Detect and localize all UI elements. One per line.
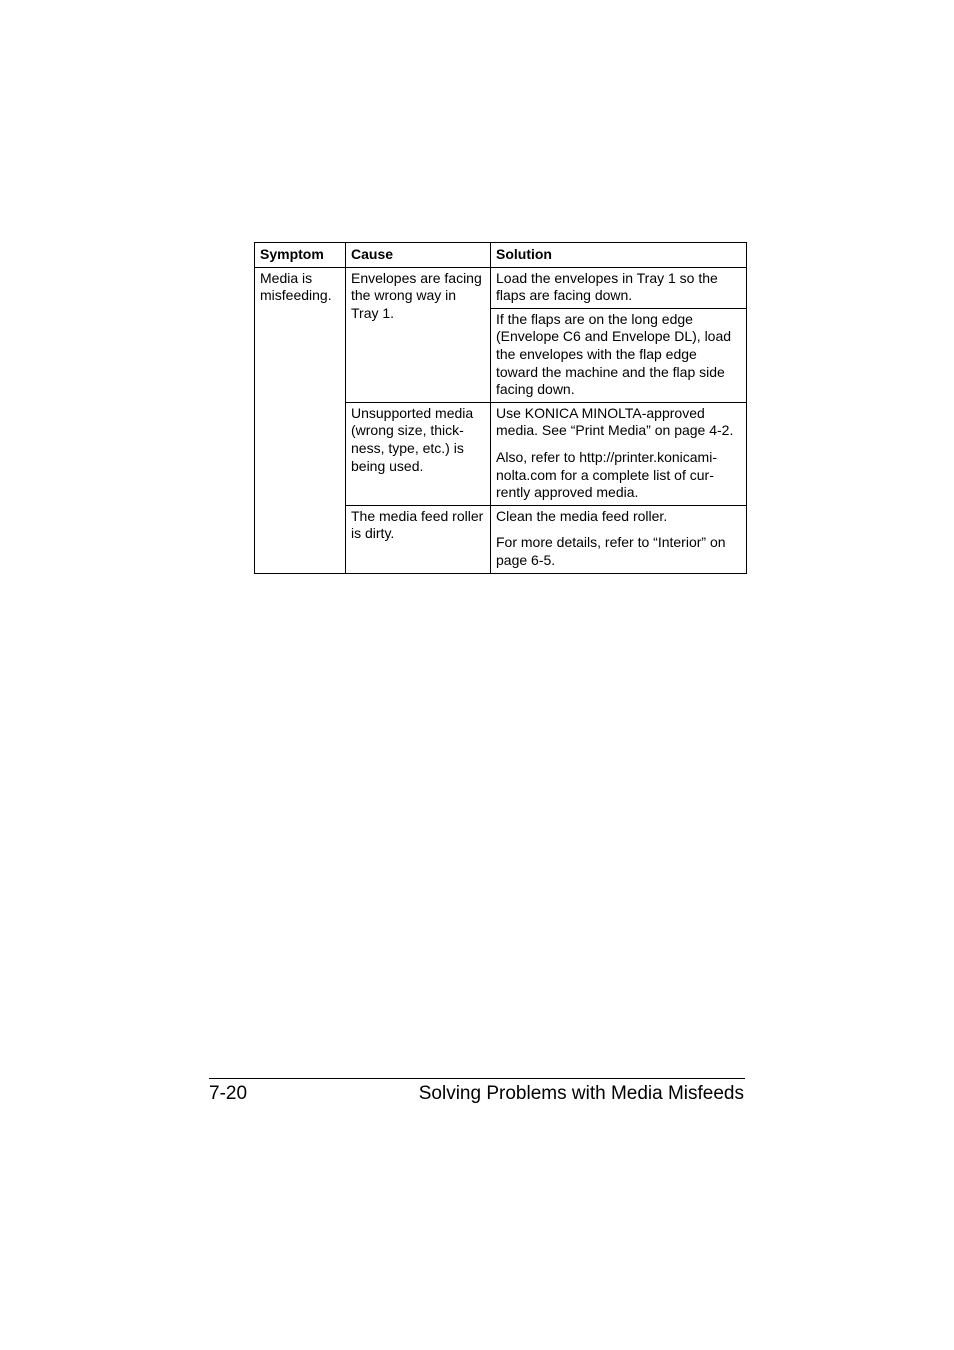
- cause-cell: [346, 267, 491, 402]
- cause-text: Unsupported media (wrong size, thick-ness, type, etc.) is being used.: [351, 404, 474, 474]
- symptom-cell: [255, 267, 346, 573]
- cause-cell: [346, 402, 491, 505]
- table-body: [255, 267, 747, 573]
- cause-cell: [346, 505, 491, 573]
- footer-divider: [209, 1078, 745, 1079]
- solution-text: If the flaps are on the long edge (Envelope C6 and Envelope DL), load the envelopes with the flap edge toward the machine and the flap side facing down.: [496, 310, 732, 398]
- solution-text: For more details, refer to “Interior” on page 6-5.: [496, 534, 726, 568]
- solution-text: Use KONICA MINOLTA-approved media. See “Print Media” on page 4-2.: [496, 404, 734, 439]
- header-solution: Solution: [491, 243, 747, 268]
- section-title: Solving Problems with Media Misfeeds: [418, 1083, 744, 1104]
- solution-cell: [491, 308, 747, 402]
- header-row: [255, 243, 747, 268]
- solution-text: Also, refer to http://printer.konicami-nolta.com for a complete list of cur-rently approved media.: [496, 448, 717, 501]
- table-header: [255, 243, 747, 268]
- header-symptom: Symptom: [255, 243, 346, 268]
- solution-text: Clean the media feed roller.: [496, 507, 668, 524]
- header-cause: Cause: [346, 243, 491, 268]
- page-number: 7-20: [209, 1083, 248, 1104]
- solution-cell: [491, 505, 747, 573]
- cause-text: The media feed roller is dirty.: [351, 507, 484, 542]
- solution-cell: [491, 402, 747, 505]
- cause-text: Envelopes are facing the wrong way in Tray 1.: [351, 269, 482, 321]
- solution-text: Load the envelopes in Tray 1 so the flaps are facing down.: [496, 269, 718, 304]
- solution-cell: [491, 267, 747, 308]
- troubleshooting-table: [254, 242, 747, 574]
- table-row: [255, 267, 747, 308]
- symptom-text: Media is misfeeding.: [260, 269, 332, 304]
